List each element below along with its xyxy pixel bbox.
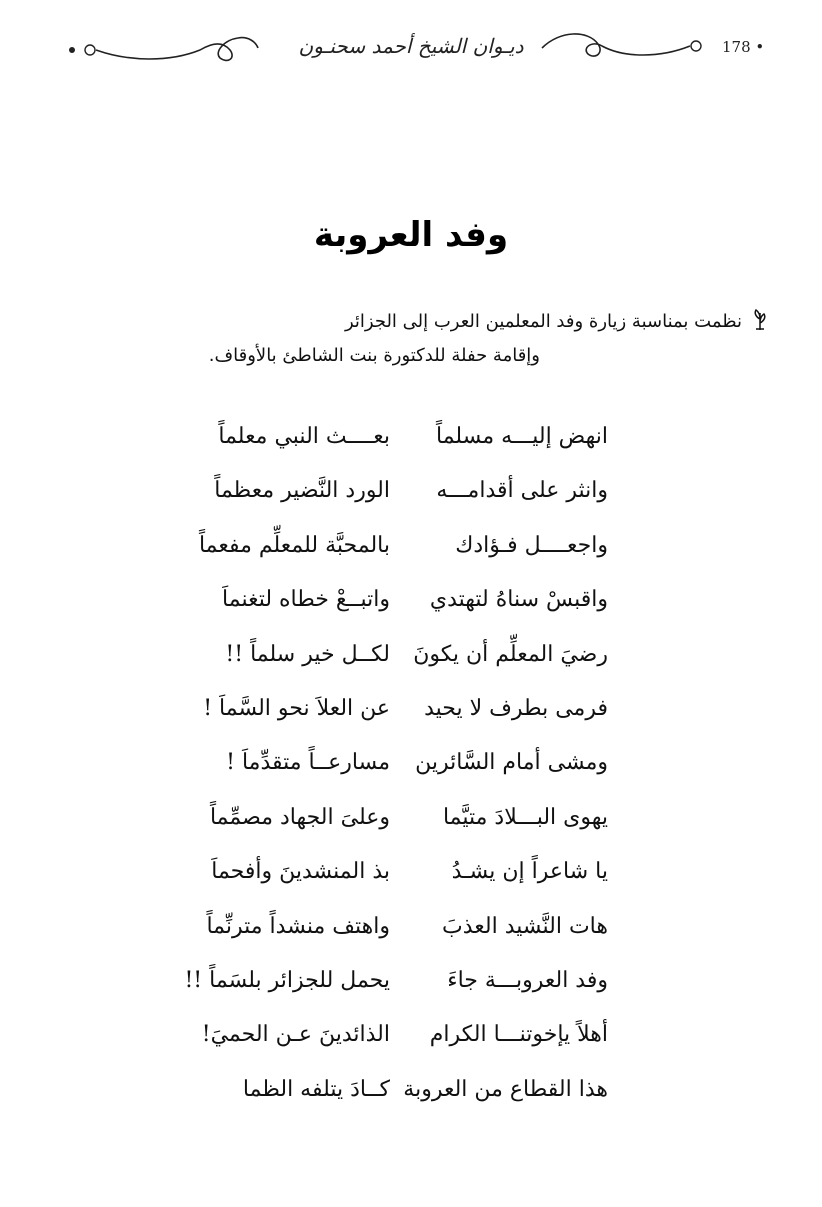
ornament-left-icon <box>60 28 260 68</box>
verse-ajuz: بذ المنشدينَ وأفحماَ <box>211 859 390 885</box>
verse-sadr: وفد العروبـــة جاءَ <box>447 967 608 993</box>
verse-ajuz: الورد النَّضير معظماً <box>214 478 390 504</box>
verse-row <box>0 736 822 790</box>
book-title: ديـوان الشيخ أحمد سحنـون <box>298 34 524 58</box>
verse-ajuz: وعلىَ الجهاد مصمِّماً <box>209 804 390 830</box>
poem-verses <box>0 410 822 1117</box>
verse-sadr: وانثر على أقدامـــه <box>436 478 608 504</box>
intro-line-1 <box>70 305 770 339</box>
verse-row <box>0 519 822 573</box>
verse-ajuz: بعــــث النبي معلماً <box>218 424 390 449</box>
page-number: 178 • <box>722 38 765 56</box>
verse-ajuz: واهتف منشداً مترنِّماً <box>206 913 390 939</box>
verse-sadr: واجعــــل فـؤادك <box>455 532 608 558</box>
verse-ajuz: لكــل خير سلماً !! <box>225 641 390 667</box>
verse-row <box>0 845 822 899</box>
page-header <box>0 22 822 82</box>
verse-row <box>0 410 822 464</box>
poem-intro <box>70 305 770 373</box>
verse-row <box>0 900 822 954</box>
verse-ajuz: عن العلاَ نحو السَّماَ ! <box>203 695 390 721</box>
leaf-ornament-icon <box>750 309 770 331</box>
verse-ajuz: بالمحبَّة للمعلِّم مفعماً <box>198 532 390 558</box>
verse-sadr: ومشى أمام السَّائرين <box>415 750 608 776</box>
verse-row <box>0 682 822 736</box>
verse-row <box>0 628 822 682</box>
poem-title: وفد العروبة <box>313 215 509 255</box>
verse-sadr: يا شاعراً إن يشـدُ <box>451 859 608 885</box>
verse-sadr: واقبسْ سناهُ لتهتدي <box>429 587 608 613</box>
verse-row <box>0 573 822 627</box>
verse-row <box>0 791 822 845</box>
verse-sadr: هات النَّشيد العذبَ <box>442 913 608 939</box>
verse-sadr: هذا القطاع من العروبة <box>403 1076 608 1102</box>
verse-ajuz: كــادَ يتلفه الظما <box>242 1076 390 1102</box>
verse-ajuz: يحمل للجزائر بلسَماً !! <box>184 967 390 993</box>
verse-sadr: انهض إليـــه مسلماً <box>435 424 608 449</box>
verse-sadr: أهلاً يإخوتنـــا الكرام <box>429 1022 608 1048</box>
intro-line-2: وإقامة حفلة للدكتورة بنت الشاطئ بالأوقاف. <box>208 345 540 366</box>
verse-row <box>0 954 822 1008</box>
intro-text-1: نظمت بمناسبة زيارة وفد المعلمين العرب إلى الجزائر <box>344 311 742 332</box>
verse-sadr: يهوى البـــلادَ متيَّما <box>442 804 608 830</box>
verse-ajuz: واتبــعْ خطاه لتغنماَ <box>222 587 390 613</box>
verse-ajuz: الذائدينَ عـن الحميَ! <box>201 1022 390 1048</box>
verse-sadr: رضيَ المعلِّم أن يكونَ <box>413 641 608 667</box>
verse-row <box>0 464 822 518</box>
verse-ajuz: مسارعــاً متقدِّماَ ! <box>226 750 390 776</box>
verse-row <box>0 1008 822 1062</box>
verse-sadr: فرمى بطرف لا يحيد <box>424 695 608 721</box>
verse-row <box>0 1063 822 1117</box>
